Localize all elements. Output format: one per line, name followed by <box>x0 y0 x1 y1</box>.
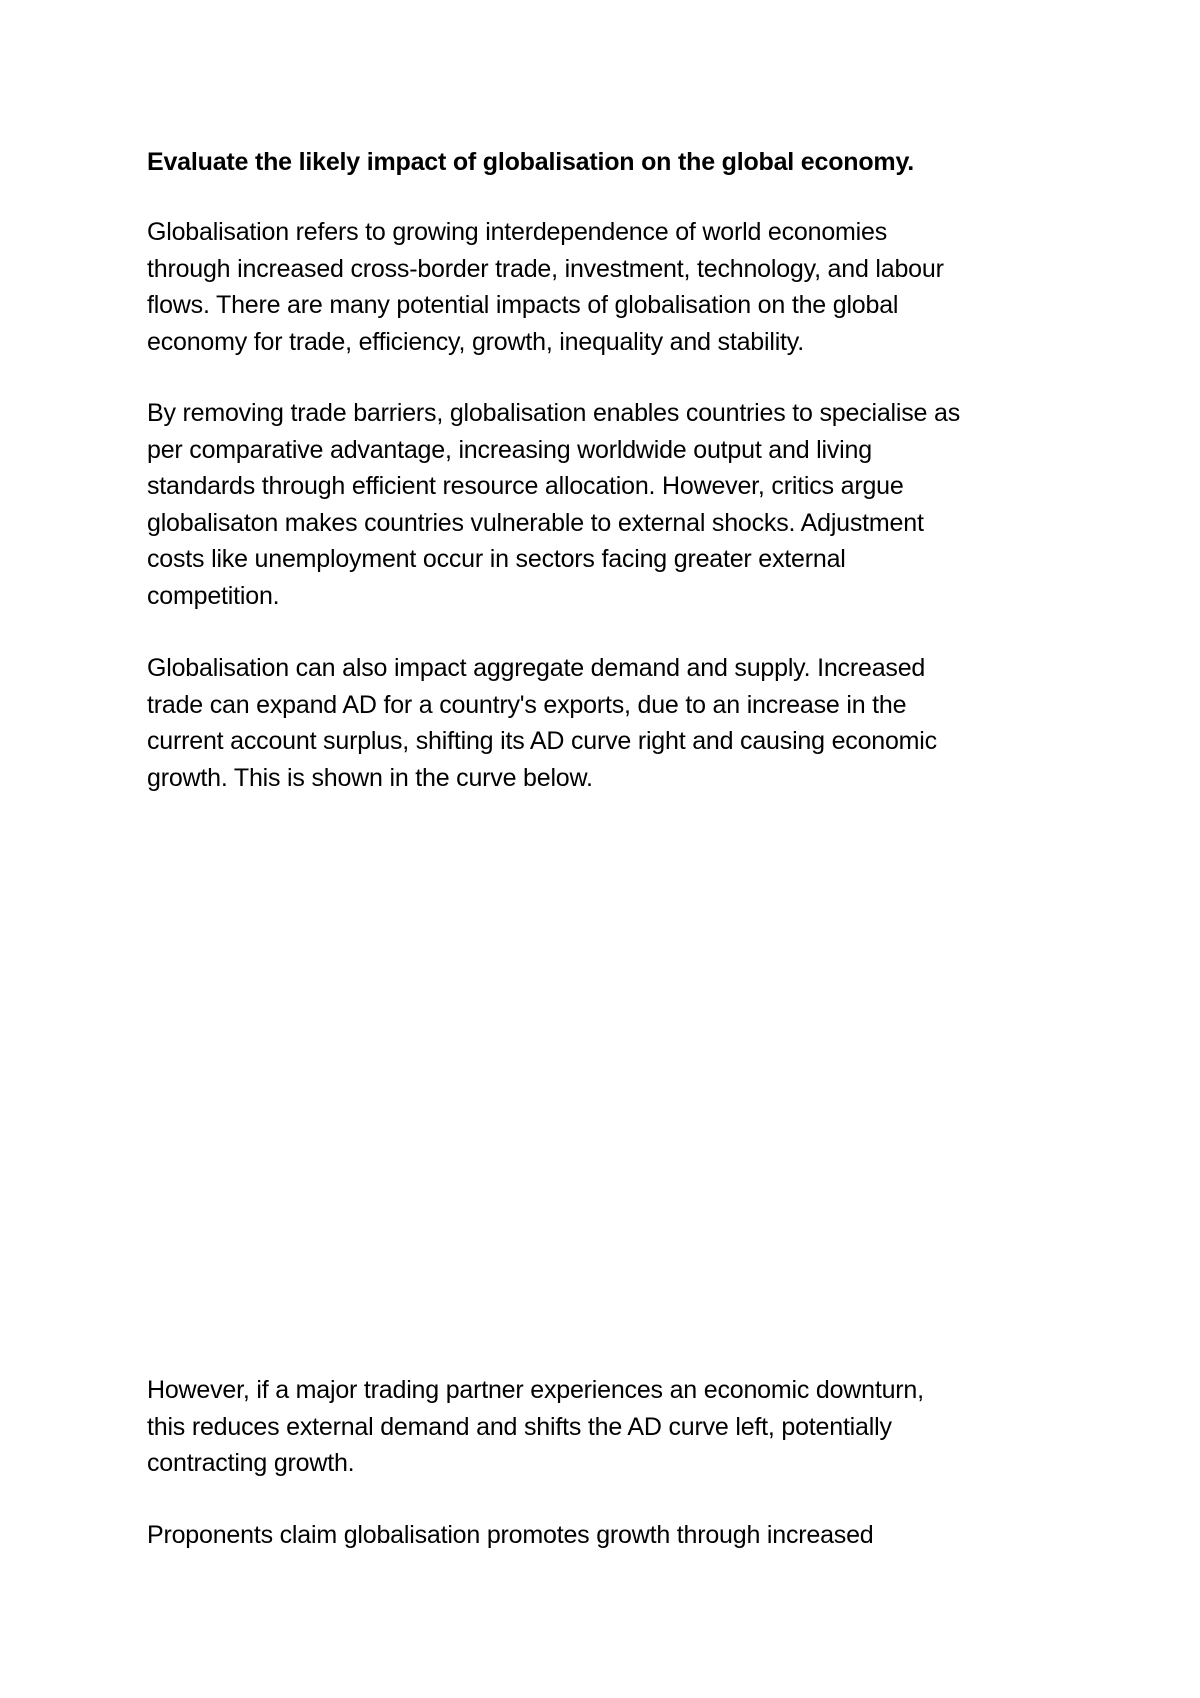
text-line: per comparative advantage, increasing worldwide output and living <box>147 435 872 464</box>
paragraph-downturn <box>147 1372 1077 1482</box>
paragraph-aggregate-demand <box>147 650 1077 796</box>
text-line: globalisaton makes countries vulnerable to external shocks. Adjustment <box>147 508 924 537</box>
paragraph-proponents <box>147 1517 1077 1554</box>
paragraph-trade-barriers <box>147 395 1077 614</box>
text-line: standards through efficient resource allocation. However, critics argue <box>147 472 904 500</box>
text-line: current account surplus, shifting its AD curve right and causing economic <box>147 727 937 755</box>
paragraph-definition <box>147 214 1077 360</box>
text-line: competition. <box>147 581 280 610</box>
blank-figure-area <box>147 800 1077 1340</box>
text-line: However, if a major trading partner experiences an economic downturn, <box>147 1376 924 1404</box>
text-line: growth. This is shown in the curve below. <box>147 763 593 792</box>
text-line: this reduces external demand and shifts the AD curve left, potentially <box>147 1412 892 1441</box>
text-line: trade can expand AD for a country's exports, due to an increase in the <box>147 690 907 719</box>
document-title: Evaluate the likely impact of globalisation on the global economy. <box>147 148 915 176</box>
text-line: costs like unemployment occur in sectors facing greater external <box>147 545 846 573</box>
text-line: flows. There are many potential impacts of globalisation on the global <box>147 291 899 319</box>
text-line: through increased cross-border trade, investment, technology, and labour <box>147 254 944 283</box>
text-line: Globalisation can also impact aggregate demand and supply. Increased <box>147 654 926 682</box>
text-line: economy for trade, efficiency, growth, inequality and stability. <box>147 327 804 356</box>
text-line: Globalisation refers to growing interdependence of world economies <box>147 218 888 246</box>
text-line: Proponents claim globalisation promotes growth through increased <box>147 1521 874 1549</box>
text-line: By removing trade barriers, globalisation enables countries to specialise as <box>147 399 961 427</box>
text-line: contracting growth. <box>147 1449 355 1477</box>
